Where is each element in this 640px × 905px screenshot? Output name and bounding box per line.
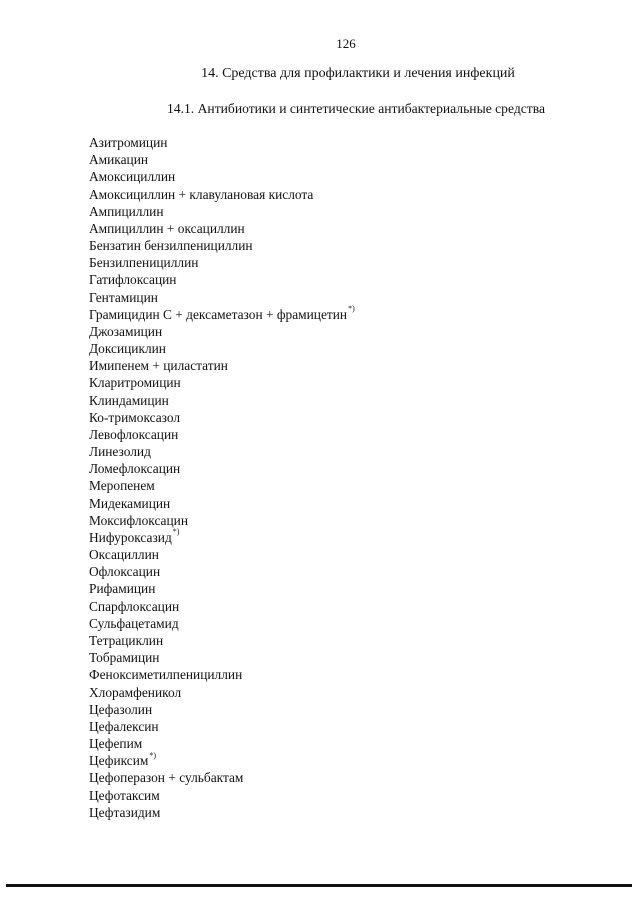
drug-list [89,134,355,821]
drug-list-item [89,752,355,769]
drug-list-item [89,495,355,512]
drug-name: Офлоксацин [89,564,161,580]
page-bottom-rule [6,884,632,887]
drug-list-item [89,684,355,701]
drug-name: Хлорамфеникол [89,684,182,700]
drug-list-item [89,271,355,288]
drug-name: Имипенем + циластатин [89,358,228,374]
drug-list-item [89,186,355,203]
drug-list-item [89,632,355,649]
drug-list-item [89,563,355,580]
drug-name: Ампициллин + оксациллин [89,220,245,236]
drug-list-item [89,718,355,735]
drug-list-item [89,134,355,151]
drug-name: Цефоперазон + сульбактам [89,770,244,786]
drug-name: Джозамицин [89,323,163,339]
drug-list-item [89,289,355,306]
drug-list-item [89,735,355,752]
drug-name: Левофлоксацин [89,426,179,442]
drug-name: Феноксиметилпенициллин [89,667,243,683]
drug-name: Ко-тримоксазол [89,409,181,425]
drug-list-item [89,237,355,254]
drug-list-item [89,426,355,443]
drug-name: Ломефлоксацин [89,461,181,477]
drug-list-item [89,649,355,666]
drug-list-item [89,323,355,340]
section-title: 14. Средства для профилактики и лечения инфекций [201,66,515,81]
drug-name: Грамицидин С + дексаметазон + фрамицетин [89,306,348,322]
drug-name: Азитромицин [89,135,168,150]
drug-list-item [89,357,355,374]
drug-list-item [89,409,355,426]
footnote-marker: *) [348,304,355,314]
drug-name: Рифамицин [89,581,156,597]
drug-list-item [89,168,355,185]
drug-name: Гентамицин [89,289,158,305]
drug-list-item [89,804,355,821]
drug-name: Меропенем [89,478,155,494]
drug-name: Гатифлоксацин [89,272,177,288]
drug-list-item [89,701,355,718]
drug-list-item [89,787,355,804]
drug-list-item [89,598,355,615]
drug-list-item [89,769,355,786]
drug-list-item [89,477,355,494]
drug-name: Цефазолин [89,701,153,717]
page-number: 126 [336,36,356,51]
drug-list-item [89,666,355,683]
drug-name: Нифуроксазид [89,529,172,545]
drug-name: Цефалексин [89,718,159,734]
drug-list-item [89,529,355,546]
drug-name: Цефиксим [89,753,149,769]
drug-name: Амоксициллин + клавулановая кислота [89,186,314,202]
drug-list-item [89,151,355,168]
drug-name: Бензатин бензилпенициллин [89,238,253,254]
drug-list-item [89,306,355,323]
drug-name: Амикацин [89,152,149,168]
drug-name: Спарфлоксацин [89,598,180,614]
drug-name: Моксифлоксацин [89,512,188,528]
drug-list-item [89,374,355,391]
drug-name: Бензилпенициллин [89,255,199,271]
footnote-marker: *) [172,527,180,537]
drug-name: Цефепим [89,736,143,752]
drug-list-item [89,340,355,357]
drug-name: Сульфацетамид [89,615,179,631]
drug-name: Тобрамицин [89,650,160,666]
drug-list-item [89,512,355,529]
drug-name: Амоксициллин [89,169,176,185]
drug-list-item [89,254,355,271]
drug-name: Цефотаксим [89,787,160,803]
footnote-marker: *) [149,750,157,760]
subsection-title: 14.1. Антибиотики и синтетические антибактериальные средства [167,101,545,116]
drug-list-item [89,203,355,220]
drug-list-item [89,460,355,477]
drug-list-item [89,220,355,237]
drug-name: Линезолид [89,444,151,460]
drug-list-item [89,580,355,597]
drug-list-item [89,443,355,460]
drug-name: Цефтазидим [89,804,161,820]
drug-name: Доксициклин [89,341,166,357]
drug-name: Ампициллин [89,203,164,219]
drug-name: Кларитромицин [89,375,181,391]
drug-name: Тетрациклин [89,632,164,648]
drug-name: Клиндамицин [89,392,169,408]
drug-name: Мидекамицин [89,495,171,511]
drug-list-item [89,546,355,563]
drug-list-item [89,615,355,632]
drug-list-item [89,392,355,409]
drug-name: Оксациллин [89,547,159,563]
